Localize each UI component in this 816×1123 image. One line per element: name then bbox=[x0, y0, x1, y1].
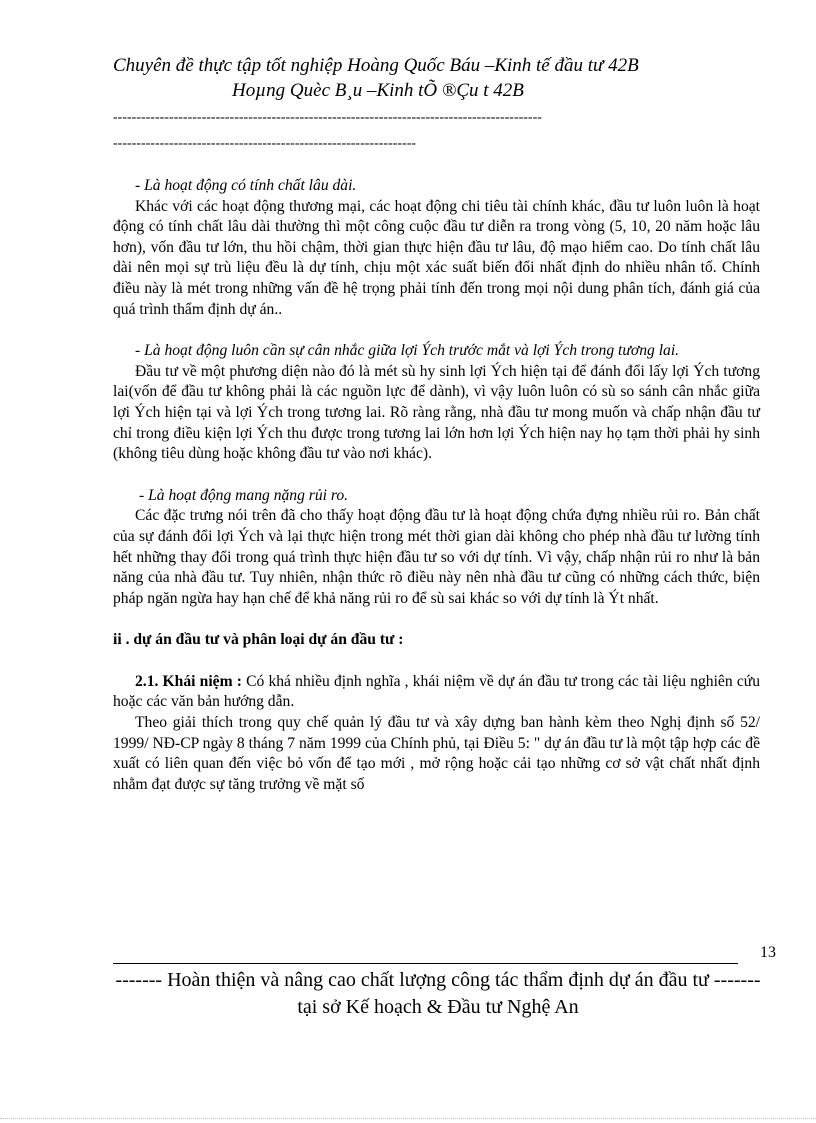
subsection-label: 2.1. Khái niệm : bbox=[135, 672, 242, 690]
section-paragraph: Theo giải thích trong quy chế quản lý đầu tư và xây dựng ban hành kèm theo Nghị định số 52/ 1999/ NĐ-CP ngày 8 tháng 7 năm 1999 của Chính phủ, tại Điều 5: " dự án đầu tư là một tập hợp các đề xuất có liên quan đến việc bỏ vốn để tạo mới , mở rộng hoặc cải tạo những cơ sở vật chất nhất định nhằm đạt được sự tăng trưởng về mặt số bbox=[113, 714, 760, 793]
subsection-text: Có khá nhiều định nghĩa , khái niệm về dự án đầu tư trong các tài liệu nghiên cứu hoặc các văn bản hướng dẫn. bbox=[113, 672, 760, 711]
section-heading: - Là hoạt động luôn cần sự cân nhắc giữa lợi Ých trước mắt và lợi Ých trong tương lai. bbox=[135, 342, 680, 360]
footer-divider bbox=[113, 963, 738, 964]
section-paragraph: Đầu tư về một phương diện nào đó là mét sù hy sinh lợi Ých hiện tại để đánh đổi lấy lợi Ých tương lai(vốn để đầu tư không phải là các nguồn lực để dành), vì vậy luôn luôn có sù so sánh cân nhắc giữa lợi Ých hiện tại và lợi Ých trong tương lai. Rõ ràng rằng, nhà đầu tư mong muốn và chấp nhận đầu tư chỉ trong điều kiện lợi Ých thu được trong tương lai lớn hơn lợi Ých hiện nay họ tạm thời phải hy sinh (không tiêu dùng hoặc không đầu tư vào nơi khác). bbox=[113, 362, 760, 463]
section-paragraph: Khác với các hoạt động thương mại, các hoạt động chi tiêu tài chính khác, đầu tư luôn luôn là hoạt động có tính chất lâu dài thường thì một công cuộc đầu tư diễn ra trong vòng (5, 10, 20 năm hoặc lâu hơn), vốn đầu tư lớn, thu hồi chậm, thời gian thực hiện đầu tư lâu, độ mạo hiểm cao. Do tính chất lâu dài nên mọi sự trù liệu đều là dự tính, chịu một xác suất biến đổi nhất định do nhiều nhân tố. Chính điều này là mét trong những vấn đề hệ trọng phải tính đến trong mọi nội dung phân tích, đánh giá của quá trình thẩm định dự án.. bbox=[113, 197, 760, 318]
section-paragraph: Các đặc trưng nói trên đã cho thấy hoạt động đầu tư là hoạt động chứa đựng nhiều rủi ro. Bản chất của sự đánh đổi lợi Ých và lại thực hiện trong mét thời gian dài không cho phép nhà đầu tư lường tính hết những thay đổi trong quá trình thực hiện đầu tư so với dự tính. Vì vậy, chấp nhận rủi ro như là bản năng của nhà đầu tư. Tuy nhiên, nhận thức rõ điều này nên nhà đầu tư cũng có những cách thức, biện pháp ngăn ngừa hay hạn chế để khả năng rủi ro để sù sai khác so với dự tính là Ýt nhất. bbox=[113, 507, 760, 607]
header-divider: -------------------------------------------------------------------------------------------- bbox=[113, 110, 542, 125]
section-heading: - Là hoạt động có tính chất lâu dài. bbox=[135, 177, 357, 194]
document-body bbox=[113, 176, 760, 795]
header-title-legacy: Hoµng Quèc B¸u –Kinh tÕ ®Çu t 42B bbox=[232, 80, 524, 101]
footer-subtitle: tại sở Kế hoạch & Đầu tư Nghệ An bbox=[297, 996, 579, 1018]
header-title: Chuyên đề thực tập tốt nghiệp Hoàng Quốc Báu –Kinh tế đầu tư 42B bbox=[113, 55, 639, 76]
header-divider-short: ----------------------------------------------------------------- bbox=[113, 136, 417, 151]
footer bbox=[113, 967, 763, 1021]
page-edge bbox=[0, 1118, 816, 1119]
chapter-heading: ii . dự án đầu tư và phân loại dự án đầu tư : bbox=[113, 631, 404, 649]
footer-title: ------- Hoàn thiện và nâng cao chất lượng công tác thẩm định dự án đầu tư ------- bbox=[115, 969, 761, 991]
page-number: 13 bbox=[760, 944, 776, 961]
section-heading: - Là hoạt động mang nặng rủi ro. bbox=[139, 486, 349, 504]
